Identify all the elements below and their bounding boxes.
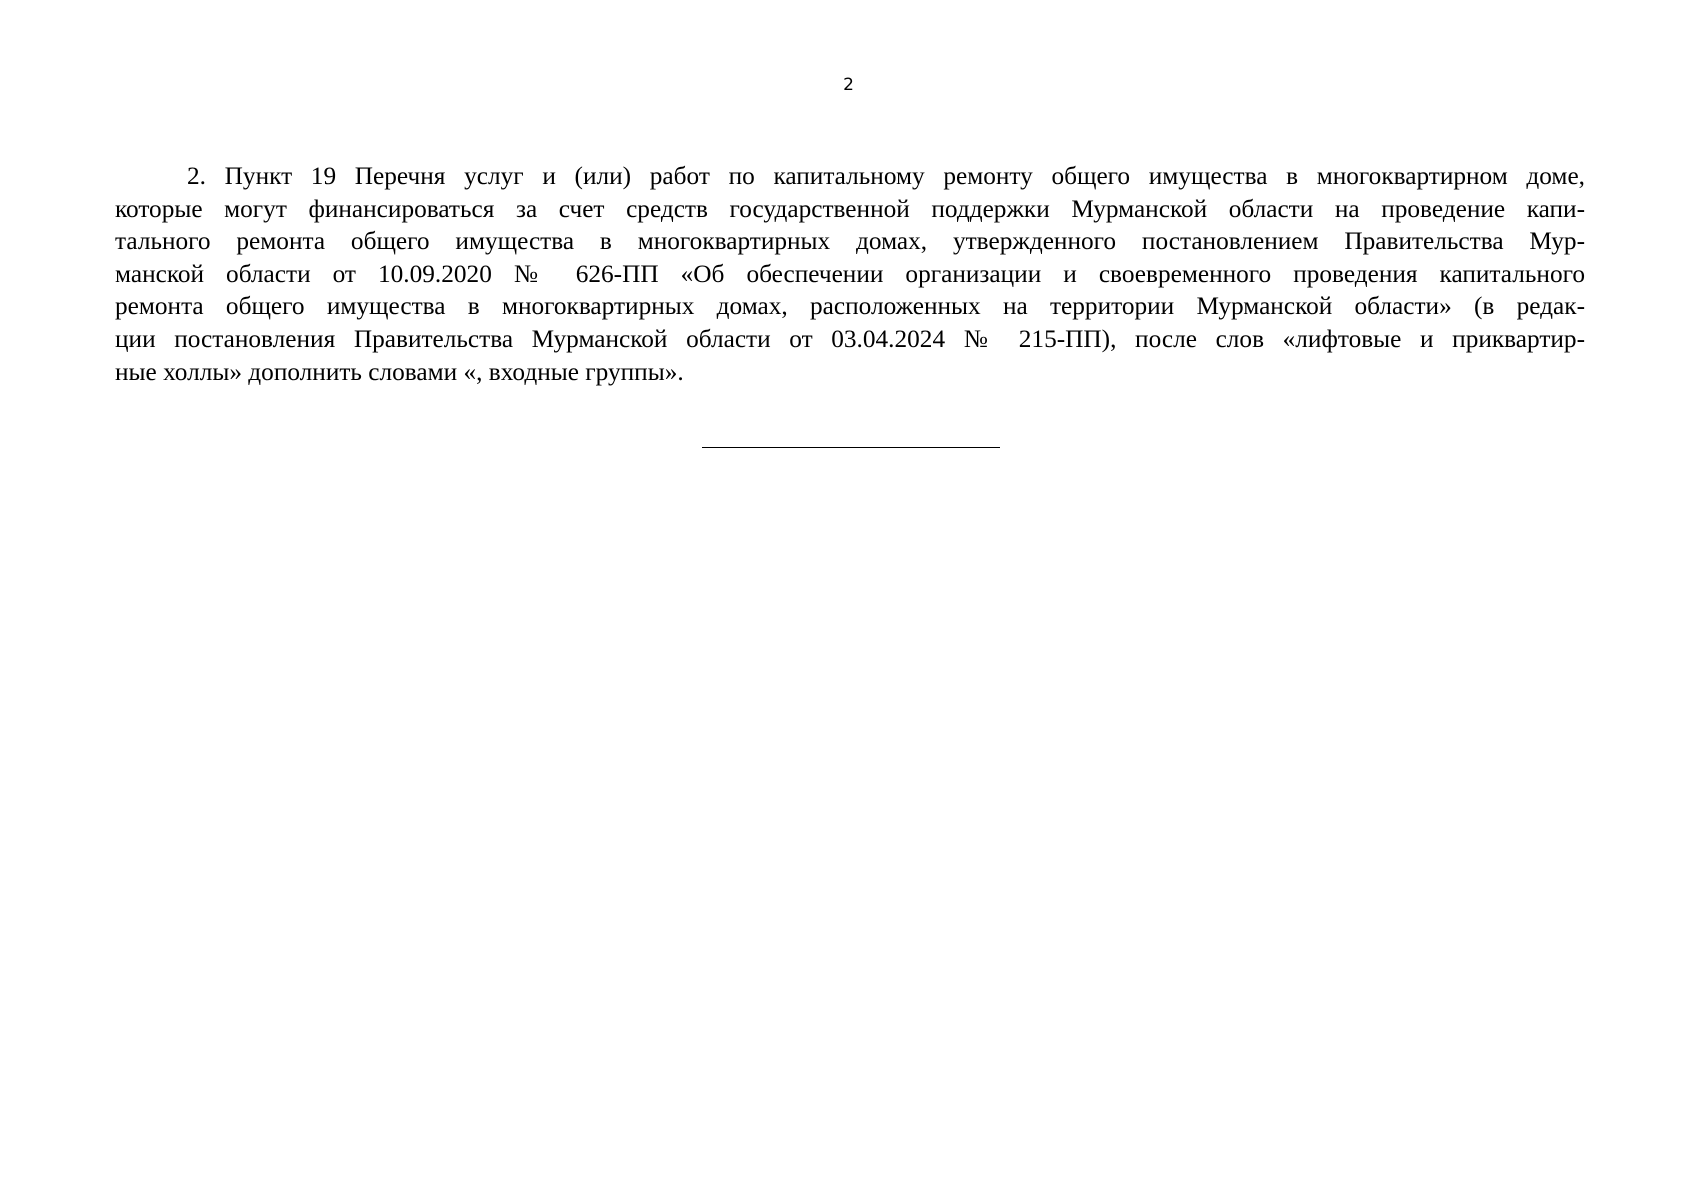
end-of-text-rule <box>702 447 1000 448</box>
paragraph-line: ции постановления Правительства Мурманской области от 03.04.2024 № 215-ПП), после слов «лифтовые и приквартир- <box>115 324 1585 353</box>
page-number: 2 <box>843 75 854 95</box>
paragraph-line: ремонта общего имущества в многоквартирных домах, расположенных на территории Мурманской области» (в редак- <box>115 292 1585 321</box>
paragraph-line: тального ремонта общего имущества в многоквартирных домах, утвержденного постановлением Правительства Мур- <box>115 227 1585 256</box>
paragraph-line: 2. Пункт 19 Перечня услуг и (или) работ по капитальному ремонту общего имущества в многоквартирном доме, <box>187 162 1585 190</box>
paragraph-item-2 <box>115 160 1585 388</box>
paragraph-line: ные холлы» дополнить словами «, входные группы». <box>115 357 684 386</box>
paragraph-line: которые могут финансироваться за счет средств государственной поддержки Мурманской области на проведение капи- <box>115 194 1585 223</box>
paragraph-line: манской области от 10.09.2020 № 626-ПП «Об обеспечении организации и своевременного проведения капитального <box>115 259 1585 288</box>
